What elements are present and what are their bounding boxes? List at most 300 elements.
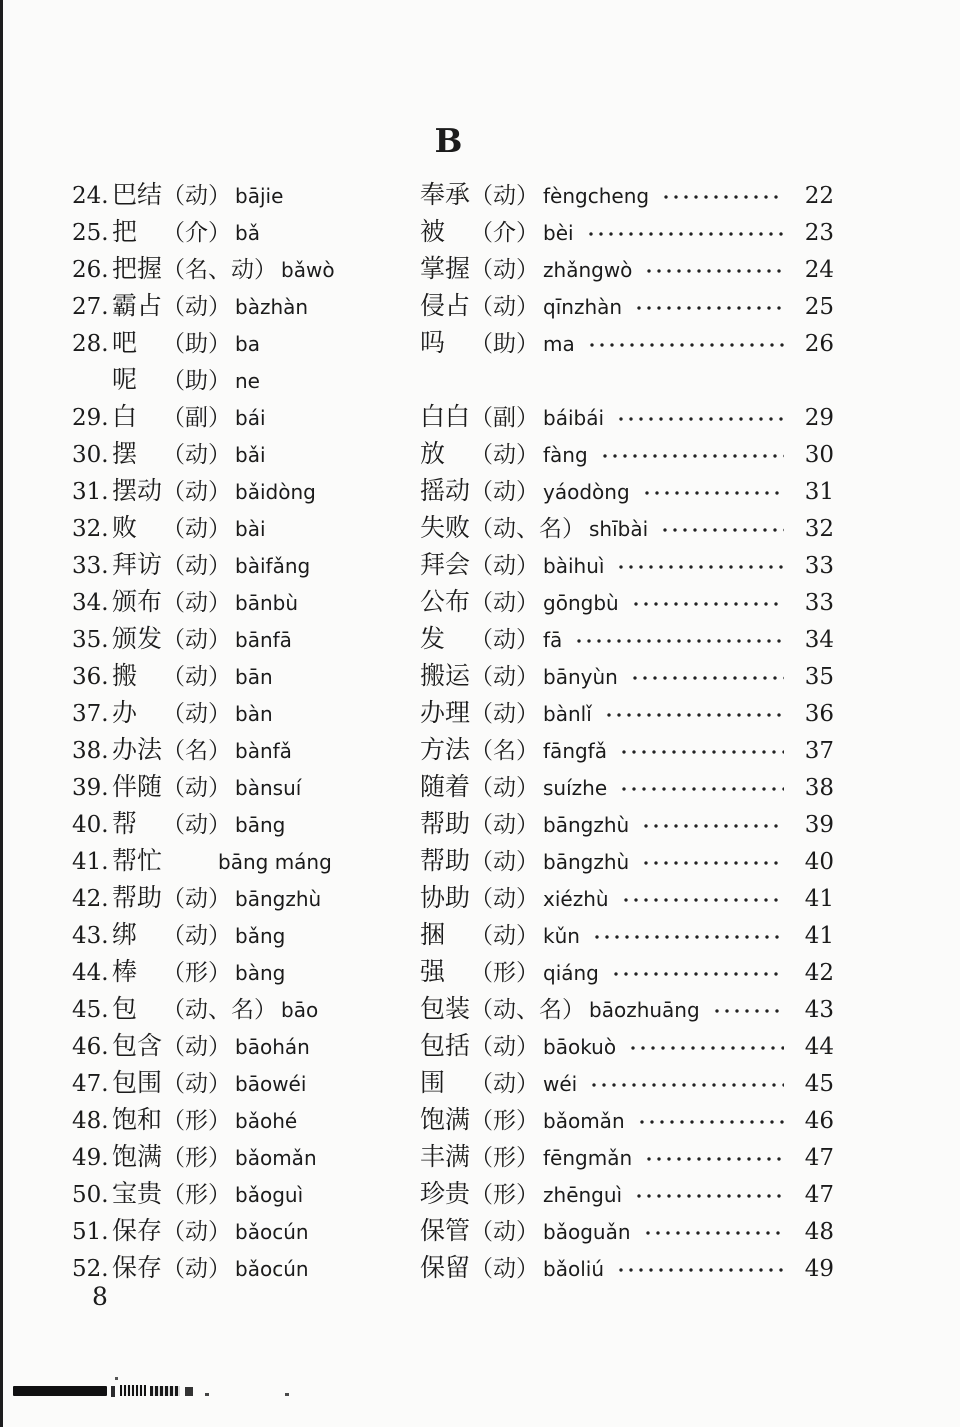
entry-row xyxy=(72,953,834,990)
synonym-pinyin: fèngcheng xyxy=(543,184,650,208)
entry-pos: （动） xyxy=(162,627,232,653)
entry-right xyxy=(420,1249,834,1286)
entry-pinyin: bǎ xyxy=(235,221,260,245)
entry-word: 包含 xyxy=(112,1031,163,1060)
entry-row xyxy=(72,805,834,842)
dotted-leader xyxy=(616,561,784,573)
entry-pinyin: bǎocún xyxy=(235,1257,309,1281)
entry-pos: （名、动） xyxy=(162,257,278,283)
synonym-word: 保留 xyxy=(420,1253,471,1282)
dotted-leader xyxy=(642,487,784,499)
synonym-pos: （动） xyxy=(470,294,540,320)
entry-pinyin: bàzhàn xyxy=(235,295,309,319)
entry-pos: （动） xyxy=(162,775,232,801)
entry-left xyxy=(72,1064,420,1101)
synonym-word: 侵占 xyxy=(420,291,471,320)
synonym-pinyin: gōngbù xyxy=(543,591,619,615)
synonym-pos: （动） xyxy=(470,664,540,690)
dotted-leader xyxy=(611,968,784,980)
synonym-pinyin: báibái xyxy=(543,406,605,430)
entry-right xyxy=(420,1175,834,1212)
entry-left xyxy=(72,1175,420,1212)
entry-right xyxy=(420,361,834,398)
entry-pos: （形） xyxy=(162,1108,232,1134)
entry-word: 搬 xyxy=(112,661,138,690)
entry-number: 30. xyxy=(72,442,109,468)
entry-left xyxy=(72,324,420,361)
entry-row xyxy=(72,731,834,768)
synonym-word: 帮助 xyxy=(420,846,471,875)
entry-right xyxy=(420,250,834,287)
synonym-word: 围 xyxy=(420,1068,446,1097)
entry-word: 颁发 xyxy=(112,624,163,653)
entry-number: 36. xyxy=(72,664,109,690)
entry-word: 保存 xyxy=(112,1253,163,1282)
entry-left xyxy=(72,1212,420,1249)
entry-number: 24. xyxy=(72,183,109,209)
synonym-pos: （动） xyxy=(470,923,539,949)
synonym-word: 帮助 xyxy=(420,809,471,838)
synonym-pos: （动、名） xyxy=(470,997,586,1023)
entry-left xyxy=(72,842,420,879)
synonym-word: 吗 xyxy=(420,328,446,357)
entry-pinyin: bàn xyxy=(235,702,273,726)
entry-right xyxy=(420,398,834,435)
synonym-pinyin: zhēnguì xyxy=(543,1183,623,1207)
entry-pinyin: bǎomǎn xyxy=(235,1146,317,1170)
synonym-pos: （动） xyxy=(470,183,540,209)
synonym-pinyin: ma xyxy=(543,332,575,356)
entry-page-ref: 33 xyxy=(804,590,834,616)
entry-page-ref: 43 xyxy=(804,997,834,1023)
entry-row xyxy=(72,1138,834,1175)
entry-pinyin: bājie xyxy=(235,184,284,208)
synonym-word: 失败 xyxy=(420,513,471,542)
entry-page-ref: 45 xyxy=(804,1071,834,1097)
entry-number: 49. xyxy=(72,1145,109,1171)
entry-page-ref: 26 xyxy=(804,331,834,357)
entry-right xyxy=(420,990,834,1027)
entry-pinyin: bànsuí xyxy=(235,776,302,800)
entry-number: 40. xyxy=(72,812,109,838)
entry-pos: （副） xyxy=(162,405,231,431)
dotted-leader xyxy=(604,709,784,721)
dotted-leader xyxy=(592,931,784,943)
entry-right xyxy=(420,657,834,694)
entry-number: 42. xyxy=(72,886,109,912)
dotted-leader xyxy=(600,450,784,462)
entry-number: 51. xyxy=(72,1219,109,1245)
entry-row xyxy=(72,620,834,657)
entry-left xyxy=(72,509,420,546)
entry-number: 27. xyxy=(72,294,109,320)
entry-pos: （介） xyxy=(162,220,231,246)
entry-row xyxy=(72,694,834,731)
synonym-word: 放 xyxy=(420,439,446,468)
dotted-leader xyxy=(644,265,784,277)
entry-pinyin: bǎng xyxy=(235,924,286,948)
entry-pos: （动） xyxy=(162,442,231,468)
entry-row xyxy=(72,250,834,287)
synonym-pos: （动） xyxy=(470,775,540,801)
entry-right xyxy=(420,1101,834,1138)
entry-number: 26. xyxy=(72,257,109,283)
entry-pinyin: bāngzhù xyxy=(235,887,322,911)
entry-left xyxy=(72,805,420,842)
entry-page-ref: 31 xyxy=(804,479,834,505)
entry-pinyin: bǎwò xyxy=(281,258,335,282)
entry-row xyxy=(72,324,834,361)
entry-row xyxy=(72,361,834,398)
synonym-word: 保管 xyxy=(420,1216,471,1245)
entry-pos: （动） xyxy=(162,553,232,579)
entry-number: 50. xyxy=(72,1182,109,1208)
synonym-word: 奉承 xyxy=(420,180,471,209)
entry-number: 37. xyxy=(72,701,109,727)
section-letter-heading: B xyxy=(434,121,464,160)
entry-left xyxy=(72,213,420,250)
entry-row xyxy=(72,842,834,879)
entry-pos: （动） xyxy=(162,1256,232,1282)
dotted-leader xyxy=(589,1079,784,1091)
dotted-leader xyxy=(641,857,784,869)
entry-pos: （动） xyxy=(162,183,232,209)
entry-pos: （动、名） xyxy=(162,997,277,1023)
entry-left xyxy=(72,583,420,620)
entry-right xyxy=(420,805,834,842)
entry-number: 43. xyxy=(72,923,109,949)
entry-number: 39. xyxy=(72,775,109,801)
entry-row xyxy=(72,546,834,583)
entry-page-ref: 41 xyxy=(804,886,834,912)
entry-word: 帮 xyxy=(112,809,138,838)
synonym-pinyin: bàihuì xyxy=(543,554,605,578)
entry-number: 41. xyxy=(72,849,109,875)
scan-artifact-bar xyxy=(13,1386,107,1396)
entry-left xyxy=(72,879,420,916)
entry-page-ref: 29 xyxy=(804,405,834,431)
entry-pos: （形） xyxy=(162,1182,232,1208)
synonym-pinyin: bànlǐ xyxy=(543,702,592,726)
synonym-pinyin: shībài xyxy=(589,517,649,541)
entry-number: 45. xyxy=(72,997,109,1023)
entry-left xyxy=(72,657,420,694)
entry-left xyxy=(72,1027,420,1064)
entry-page-ref: 46 xyxy=(804,1108,834,1134)
synonym-pos: （动） xyxy=(470,442,539,468)
entry-row xyxy=(72,1212,834,1249)
entry-word: 棒 xyxy=(112,957,138,986)
synonym-word: 办理 xyxy=(420,698,471,727)
synonym-pos: （动） xyxy=(470,1219,540,1245)
synonym-word: 随着 xyxy=(420,772,471,801)
entry-right xyxy=(420,768,834,805)
entry-word: 办法 xyxy=(112,735,163,764)
entry-right xyxy=(420,731,834,768)
entry-number: 32. xyxy=(72,516,109,542)
scan-artifact-dot xyxy=(115,1377,118,1380)
entry-left xyxy=(72,176,420,213)
entry-pinyin: bǎocún xyxy=(235,1220,309,1244)
synonym-pos: （动） xyxy=(470,590,540,616)
entry-row xyxy=(72,990,834,1027)
entry-pos: （助） xyxy=(162,331,231,357)
synonym-pinyin: qiáng xyxy=(543,961,599,985)
entry-word: 拜访 xyxy=(112,550,163,579)
entry-word: 包 xyxy=(112,994,138,1023)
entry-word: 摆动 xyxy=(112,476,163,505)
dotted-leader xyxy=(631,598,784,610)
entry-number: 38. xyxy=(72,738,109,764)
entry-row xyxy=(72,657,834,694)
synonym-word: 搬运 xyxy=(420,661,471,690)
entry-row xyxy=(72,1027,834,1064)
synonym-pos: （动） xyxy=(470,553,540,579)
entry-pos: （助） xyxy=(162,368,231,394)
entry-pos: （动） xyxy=(162,886,232,912)
entry-pinyin: bàng xyxy=(235,961,286,985)
synonym-pinyin: fā xyxy=(543,628,563,652)
entry-pinyin: bǎohé xyxy=(235,1109,298,1133)
entry-right xyxy=(420,1212,834,1249)
entry-page-ref: 25 xyxy=(804,294,834,320)
synonym-pinyin: fāngfǎ xyxy=(543,739,607,763)
dotted-leader xyxy=(538,376,784,388)
entry-pinyin: bāo xyxy=(281,998,319,1022)
entry-word: 把 xyxy=(112,217,138,246)
dotted-leader xyxy=(641,820,784,832)
entry-row xyxy=(72,398,834,435)
entry-page-ref: 35 xyxy=(804,664,834,690)
entry-word: 败 xyxy=(112,513,138,542)
dotted-leader xyxy=(587,339,784,351)
entry-row xyxy=(72,916,834,953)
entry-page-ref: 24 xyxy=(804,257,834,283)
entry-pos: （动） xyxy=(162,923,231,949)
entry-left xyxy=(72,1101,420,1138)
entry-left xyxy=(72,916,420,953)
entry-page-ref: 49 xyxy=(804,1256,834,1282)
entry-word: 吧 xyxy=(112,328,138,357)
synonym-pinyin: bāokuò xyxy=(543,1035,617,1059)
entry-pos: （动） xyxy=(162,590,232,616)
entry-page-ref: 22 xyxy=(804,183,834,209)
entry-row xyxy=(72,213,834,250)
entry-left xyxy=(72,287,420,324)
entry-word: 巴结 xyxy=(112,180,163,209)
entry-pos: （动） xyxy=(162,516,231,542)
synonym-word: 发 xyxy=(420,624,446,653)
entry-row xyxy=(72,1175,834,1212)
synonym-pinyin: yáodòng xyxy=(543,480,630,504)
entry-word: 帮助 xyxy=(112,883,163,912)
entry-pinyin: bāng xyxy=(235,813,286,837)
synonym-pinyin: bǎoliú xyxy=(543,1257,604,1281)
synonym-word: 捆 xyxy=(420,920,446,949)
synonym-word: 方法 xyxy=(420,735,471,764)
synonym-pos: （动） xyxy=(470,479,540,505)
synonym-pinyin: suízhe xyxy=(543,776,608,800)
entry-number: 48. xyxy=(72,1108,109,1134)
entry-right xyxy=(420,435,834,472)
dotted-leader xyxy=(660,524,784,536)
synonym-pos: （形） xyxy=(470,960,539,986)
scan-artifact-dot xyxy=(285,1393,289,1396)
entry-word: 帮忙 xyxy=(112,846,163,875)
synonym-word: 包装 xyxy=(420,994,471,1023)
entry-left xyxy=(72,694,420,731)
synonym-pinyin: zhǎngwò xyxy=(543,258,633,282)
entry-page-ref: 47 xyxy=(804,1182,834,1208)
entry-right xyxy=(420,213,834,250)
synonym-pinyin: bānyùn xyxy=(543,665,618,689)
entry-page-ref: 38 xyxy=(804,775,834,801)
entry-right xyxy=(420,694,834,731)
synonym-pos: （形） xyxy=(470,1145,540,1171)
entry-left xyxy=(72,990,420,1027)
synonym-pinyin: bèi xyxy=(543,221,574,245)
dotted-leader xyxy=(619,746,784,758)
dotted-leader xyxy=(661,191,784,203)
entry-row xyxy=(72,287,834,324)
entry-page-ref: 39 xyxy=(804,812,834,838)
entry-pinyin: bān xyxy=(235,665,273,689)
entry-pinyin: bǎi xyxy=(235,443,266,467)
scan-artifact-smudge xyxy=(120,1385,146,1396)
entry-pos: （动） xyxy=(162,479,232,505)
entry-right xyxy=(420,916,834,953)
entry-pos: （动） xyxy=(162,294,232,320)
page-number: 8 xyxy=(92,1282,108,1311)
scan-artifact-smudge xyxy=(150,1386,180,1396)
synonym-pos: （动） xyxy=(470,701,540,727)
entry-page-ref: 44 xyxy=(804,1034,834,1060)
entry-row xyxy=(72,1064,834,1101)
entry-word: 饱和 xyxy=(112,1105,163,1134)
synonym-pinyin: bǎoguǎn xyxy=(543,1220,631,1244)
entry-pos: （形） xyxy=(162,1145,232,1171)
entry-word: 宝贵 xyxy=(112,1179,163,1208)
synonym-word: 包括 xyxy=(420,1031,471,1060)
synonym-word: 白白 xyxy=(420,402,471,431)
entry-pinyin: ba xyxy=(235,332,260,356)
entry-page-ref: 30 xyxy=(804,442,834,468)
entry-left xyxy=(72,361,420,398)
entry-number: 31. xyxy=(72,479,109,505)
entry-word: 呢 xyxy=(112,365,138,394)
entry-right xyxy=(420,1138,834,1175)
entry-pos: （动） xyxy=(162,1071,232,1097)
entry-row xyxy=(72,583,834,620)
entry-number: 25. xyxy=(72,220,109,246)
synonym-pinyin: bǎomǎn xyxy=(543,1109,625,1133)
entry-right xyxy=(420,1027,834,1064)
entry-number: 29. xyxy=(72,405,109,431)
entry-row xyxy=(72,435,834,472)
synonym-pos: （助） xyxy=(470,331,539,357)
synonym-word: 公布 xyxy=(420,587,471,616)
entry-page-ref: 36 xyxy=(804,701,834,727)
dotted-leader xyxy=(628,1042,784,1054)
entry-left xyxy=(72,768,420,805)
dictionary-table xyxy=(72,176,834,1286)
entry-pos: （动） xyxy=(162,701,231,727)
scan-artifact-smudge xyxy=(111,1386,115,1397)
entry-word: 办 xyxy=(112,698,138,727)
synonym-pinyin: bāngzhù xyxy=(543,813,630,837)
entry-right xyxy=(420,546,834,583)
entry-row xyxy=(72,509,834,546)
synonym-pinyin: wéi xyxy=(543,1072,578,1096)
entry-page-ref: 23 xyxy=(804,220,834,246)
entry-pos: （动） xyxy=(162,1219,232,1245)
entry-page-ref: 47 xyxy=(804,1145,834,1171)
dotted-leader xyxy=(634,302,784,314)
entry-left xyxy=(72,472,420,509)
synonym-word: 强 xyxy=(420,957,446,986)
entry-left xyxy=(72,250,420,287)
entry-row xyxy=(72,1249,834,1286)
dotted-leader xyxy=(621,894,784,906)
entry-word: 把握 xyxy=(112,254,163,283)
synonym-word: 摇动 xyxy=(420,476,471,505)
synonym-word: 掌握 xyxy=(420,254,471,283)
entry-word: 包围 xyxy=(112,1068,163,1097)
entry-right xyxy=(420,879,834,916)
synonym-word: 协助 xyxy=(420,883,471,912)
synonym-word: 饱满 xyxy=(420,1105,471,1134)
entry-number: 35. xyxy=(72,627,109,653)
synonym-word: 拜会 xyxy=(420,550,471,579)
dotted-leader xyxy=(619,783,784,795)
entry-left xyxy=(72,546,420,583)
synonym-word: 丰满 xyxy=(420,1142,471,1171)
entry-left xyxy=(72,1138,420,1175)
synonym-pos: （动） xyxy=(470,1071,539,1097)
synonym-pinyin: bāozhuāng xyxy=(589,998,700,1022)
synonym-pos: （动） xyxy=(470,812,540,838)
entry-page-ref: 41 xyxy=(804,923,834,949)
dotted-leader xyxy=(616,1264,784,1276)
synonym-pos: （介） xyxy=(470,220,539,246)
entry-left xyxy=(72,620,420,657)
entry-word: 伴随 xyxy=(112,772,163,801)
entry-pinyin: bāng máng xyxy=(218,850,332,874)
dotted-leader xyxy=(634,1190,784,1202)
entry-right xyxy=(420,583,834,620)
entry-number: 28. xyxy=(72,331,109,357)
entry-pinyin: ne xyxy=(235,369,260,393)
entry-pinyin: bài xyxy=(235,517,266,541)
entry-pinyin: bāowéi xyxy=(235,1072,307,1096)
synonym-pos: （动、名） xyxy=(470,516,586,542)
synonym-word: 被 xyxy=(420,217,446,246)
entry-right xyxy=(420,287,834,324)
synonym-pos: （动） xyxy=(470,257,540,283)
entry-word: 绑 xyxy=(112,920,138,949)
synonym-pinyin: bāngzhù xyxy=(543,850,630,874)
entry-row xyxy=(72,879,834,916)
entry-word: 颁布 xyxy=(112,587,163,616)
entry-left xyxy=(72,435,420,472)
entry-number: 44. xyxy=(72,960,109,986)
dotted-leader xyxy=(643,1227,784,1239)
entry-pos: （形） xyxy=(162,960,231,986)
synonym-pos: （动） xyxy=(470,849,540,875)
entry-number: 46. xyxy=(72,1034,109,1060)
entry-number: 34. xyxy=(72,590,109,616)
entry-right xyxy=(420,472,834,509)
